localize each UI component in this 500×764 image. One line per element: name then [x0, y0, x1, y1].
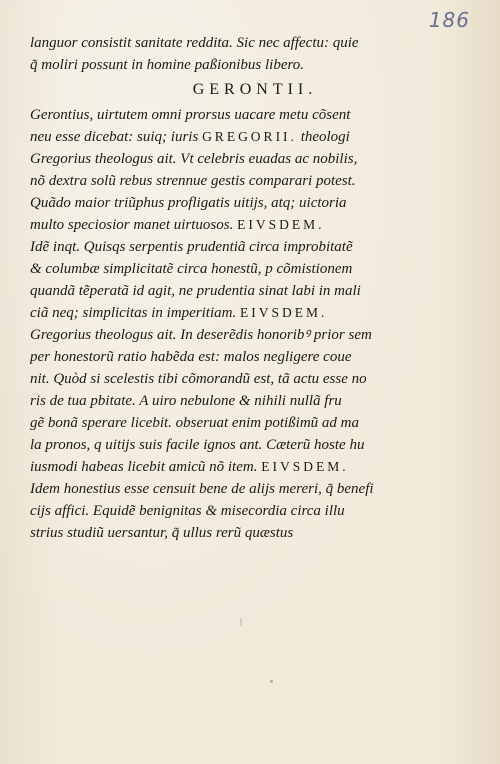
text-line: Gerontius, uirtutem omni prorsus uacare metu cõsent: [30, 107, 351, 123]
text-fragment: theologi: [300, 129, 350, 145]
text-line: [30, 126, 480, 148]
text-line: quandã tẽperatã id agit, ne prudentia sinat labi in mali: [30, 283, 361, 299]
text-fragment: neu esse dicebat: suiq; iuris: [30, 129, 199, 145]
text-line: gẽ bonã sperare licebit. obseruat enim potißimũ ad ma: [30, 415, 359, 431]
text-line: languor consistit sanitate reddita. Sic nec affectu: quie: [30, 35, 359, 51]
text-line: & columbæ simplicitatẽ circa honestũ, p cõmistionem: [30, 261, 353, 277]
text-line: Idem honestius esse censuit bene de alijs mereri, q̃ benefi: [30, 481, 374, 497]
text-line: nit. Quòd si scelestis tibi cõmorandũ est, tã actu esse no: [30, 371, 367, 387]
text-line: ris de tua pbitate. A uiro nebulone & nihili nullã fru: [30, 393, 342, 409]
text-line: la pronos, q uitijs suis facile ignos ant. Cæterũ hoste hu: [30, 437, 365, 453]
text-line: q̃ moliri possunt in homine paßionibus libero.: [30, 57, 305, 73]
text-line: Idẽ inqt. Quisqs serpentis prudentiã circa improbitatẽ: [30, 239, 353, 255]
section-heading-inline: EIVSDEM.: [239, 305, 328, 320]
text-fragment: multo speciosior manet uirtuosos.: [30, 217, 234, 233]
text-line: [30, 214, 480, 236]
text-line: Gregorius theologus ait. In deserẽdis honoribꝰ prior sem: [30, 327, 372, 343]
text-line: [30, 302, 480, 324]
text-line: Quãdo maior triũphus profligatis uitijs, atq; uictoria: [30, 195, 347, 211]
paper-blemish: [240, 618, 242, 626]
paper-speck: [270, 680, 273, 683]
text-line: Gregorius theologus ait. Vt celebris euadas ac nobilis,: [30, 151, 358, 167]
text-fragment: iusmodi habeas licebit amicũ nõ item.: [30, 459, 258, 475]
section-heading-inline: EIVSDEM.: [237, 217, 325, 232]
section-heading: GERONTII.: [192, 81, 318, 98]
text-line: cijs affici. Equidẽ benignitas & misecordia circa illu: [30, 503, 345, 519]
page-number: 186: [428, 8, 470, 32]
text-line: per honestorũ ratio habẽda est: malos negligere coue: [30, 349, 352, 365]
text-fragment: ciã neq; simplicitas in imperitiam.: [30, 305, 237, 321]
page-body: [30, 32, 480, 544]
section-heading-inline: GREGORII.: [202, 129, 297, 144]
text-line: nõ dextra solũ rebus strennue gestis comparari potest.: [30, 173, 356, 189]
section-heading-inline: EIVSDEM.: [261, 459, 349, 474]
text-line: strius studiũ uersantur, q̃ ullus rerũ quæstus: [30, 525, 294, 541]
text-line: [30, 456, 480, 478]
